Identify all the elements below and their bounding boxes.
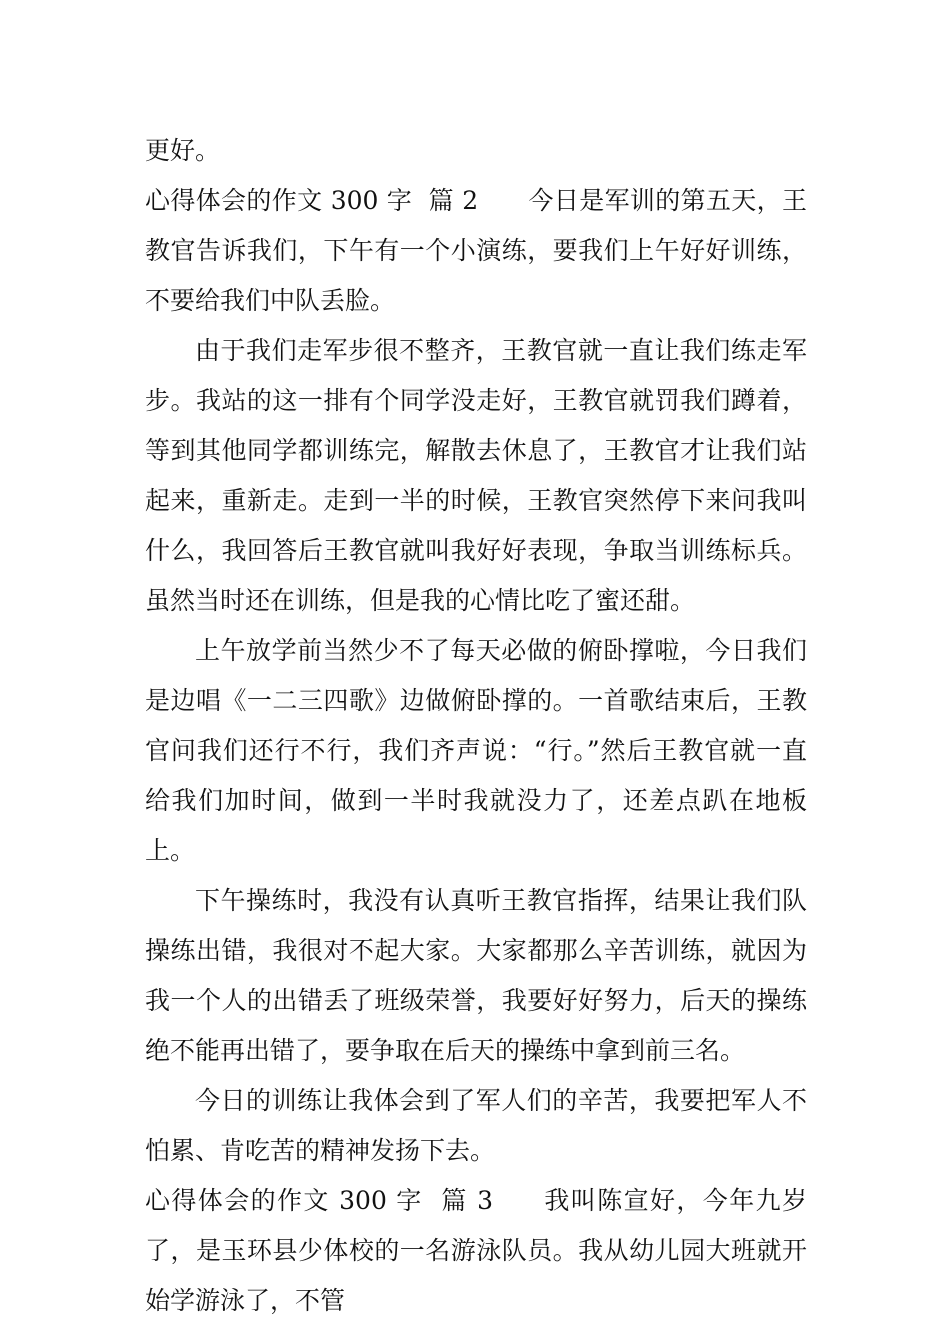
paragraph-text: 更好。 [145, 136, 221, 165]
paragraph-text: 由于我们走军步很不整齐，王教官就一直让我们练走军步。我站的这一排有个同学没走好，王教官就罚我们蹲着，等到其他同学都训练完，解散去休息了，王教官才让我们站起来，重新走。走到一半的时候，王教官突然停下来问我叫什么，我回答后王教官就叫我好好表现，争取当训练标兵。虽然当时还在训练，但是我的心情比吃了蜜还甜。 [145, 336, 807, 615]
paragraph-text: 今日是军训的第五天，王教官告诉我们，下午有一个小演练，要我们上午好好训练，不要给我们中队丢脸。 [145, 186, 807, 315]
paragraph-continuation [145, 126, 807, 176]
paragraph [145, 326, 807, 626]
section-paragraph-3 [145, 1176, 807, 1326]
paragraph-text: 我叫陈宣好，今年九岁了，是玉环县少体校的一名游泳队员。我从幼儿园大班就开始学游泳了，不管 [145, 1186, 807, 1315]
paragraph-text: 上午放学前当然少不了每天必做的俯卧撑啦，今日我们是边唱《一二三四歌》边做俯卧撑的。一首歌结束后，王教官问我们还行不行，我们齐声说：“行。”然后王教官就一直给我们加时间，做到一半时我就没力了，还差点趴在地板上。 [145, 636, 807, 865]
paragraph [145, 626, 807, 876]
paragraph [145, 876, 807, 1076]
paragraph [145, 1076, 807, 1176]
section-heading-3: 心得体会的作文 300 字 篇 3 [145, 1186, 493, 1215]
paragraph-text: 下午操练时，我没有认真听王教官指挥，结果让我们队操练出错，我很对不起大家。大家都那么辛苦训练，就因为我一个人的出错丢了班级荣誉，我要好好努力，后天的操练绝不能再出错了，要争取在后天的操练中拿到前三名。 [145, 886, 807, 1065]
document-body [145, 126, 807, 1326]
paragraph-text: 今日的训练让我体会到了军人们的辛苦，我要把军人不怕累、肯吃苦的精神发扬下去。 [145, 1086, 807, 1165]
section-heading-2: 心得体会的作文 300 字 篇 2 [145, 186, 479, 215]
section-paragraph-2 [145, 176, 807, 326]
